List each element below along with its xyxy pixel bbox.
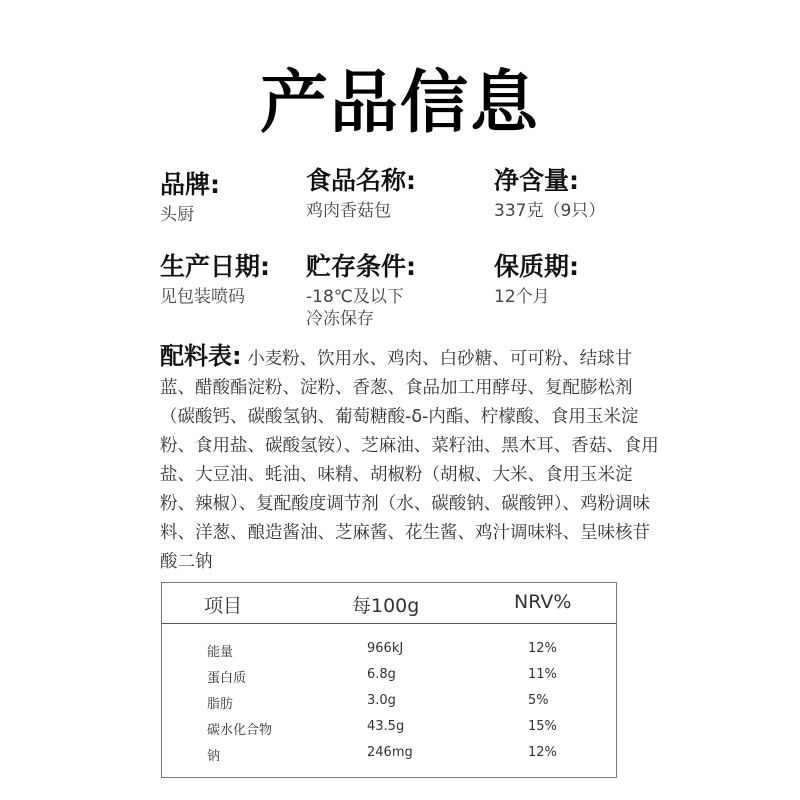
field-value: -18℃及以下 <box>306 287 404 307</box>
cell-item: 脂肪 <box>207 697 234 712</box>
page-title: 产品信息 <box>259 64 540 143</box>
cell-item: 能量 <box>207 645 234 660</box>
cell-per100g: 43.5g <box>367 719 405 734</box>
field-value: 鸡肉香菇包 <box>306 201 391 221</box>
cell-per100g: 966kJ <box>367 641 404 656</box>
table-row <box>162 719 616 745</box>
field-label: 生产日期: <box>160 252 270 281</box>
nutrition-header <box>162 583 616 624</box>
cell-item: 钠 <box>207 749 221 764</box>
table-row <box>162 693 616 719</box>
header-item: 项目 <box>204 595 243 617</box>
field-product-name <box>306 166 416 222</box>
cell-per100g: 6.8g <box>367 667 396 682</box>
field-label: 食品名称: <box>306 166 416 195</box>
cell-per100g: 246mg <box>367 745 413 760</box>
field-label: 净含量: <box>494 166 579 195</box>
field-net-weight <box>494 166 605 222</box>
field-shelf-life <box>494 252 579 308</box>
cell-nrv: 11% <box>528 667 557 682</box>
table-row <box>162 745 616 771</box>
field-value: 337克（9只） <box>494 201 606 221</box>
ingredients-label: 配料表: <box>160 342 242 370</box>
field-label: 保质期: <box>494 252 579 281</box>
field-value: 头厨 <box>160 205 194 225</box>
cell-item: 碳水化合物 <box>207 723 273 738</box>
cell-per100g: 3.0g <box>367 693 396 708</box>
field-value: 12个月 <box>494 287 550 307</box>
header-per100g: 每100g <box>352 595 420 617</box>
field-label: 贮存条件: <box>306 252 416 281</box>
cell-nrv: 12% <box>528 641 557 656</box>
header-nrv: NRV% <box>514 591 572 613</box>
field-value: 冷冻保存 <box>306 309 374 329</box>
ingredients-list <box>160 342 665 577</box>
field-storage <box>306 252 416 330</box>
field-label: 品牌: <box>160 170 220 199</box>
field-production-date <box>160 252 270 308</box>
cell-nrv: 5% <box>528 693 549 708</box>
table-row <box>162 667 616 693</box>
cell-item: 蛋白质 <box>207 671 247 686</box>
field-value: 见包装喷码 <box>160 287 245 307</box>
cell-nrv: 15% <box>528 719 557 734</box>
table-row <box>162 641 616 667</box>
ingredients-text: 小麦粉、饮用水、鸡肉、白砂糖、可可粉、结球甘蓝、醋酸酯淀粉、淀粉、香葱、食品加工用酵母、复配膨松剂（碳酸钙、碳酸氢钠、葡萄糖酸-δ-内酯、柠檬酸、食用玉米淀粉、食用盐、碳酸氢铵）、芝麻油、菜籽油、黑木耳、香菇、食用盐、大豆油、蚝油、味精、胡椒粉（胡椒、大米、食用玉米淀粉、辣椒）、复配酸度调节剂（水、碳酸钠、碳酸钾）、鸡粉调味料、洋葱、酿造酱油、芝麻酱、花生酱、鸡汁调味料、呈味核苷酸二钠 <box>160 349 659 572</box>
field-brand <box>160 170 220 226</box>
nutrition-table <box>161 582 617 778</box>
cell-nrv: 12% <box>528 745 557 760</box>
